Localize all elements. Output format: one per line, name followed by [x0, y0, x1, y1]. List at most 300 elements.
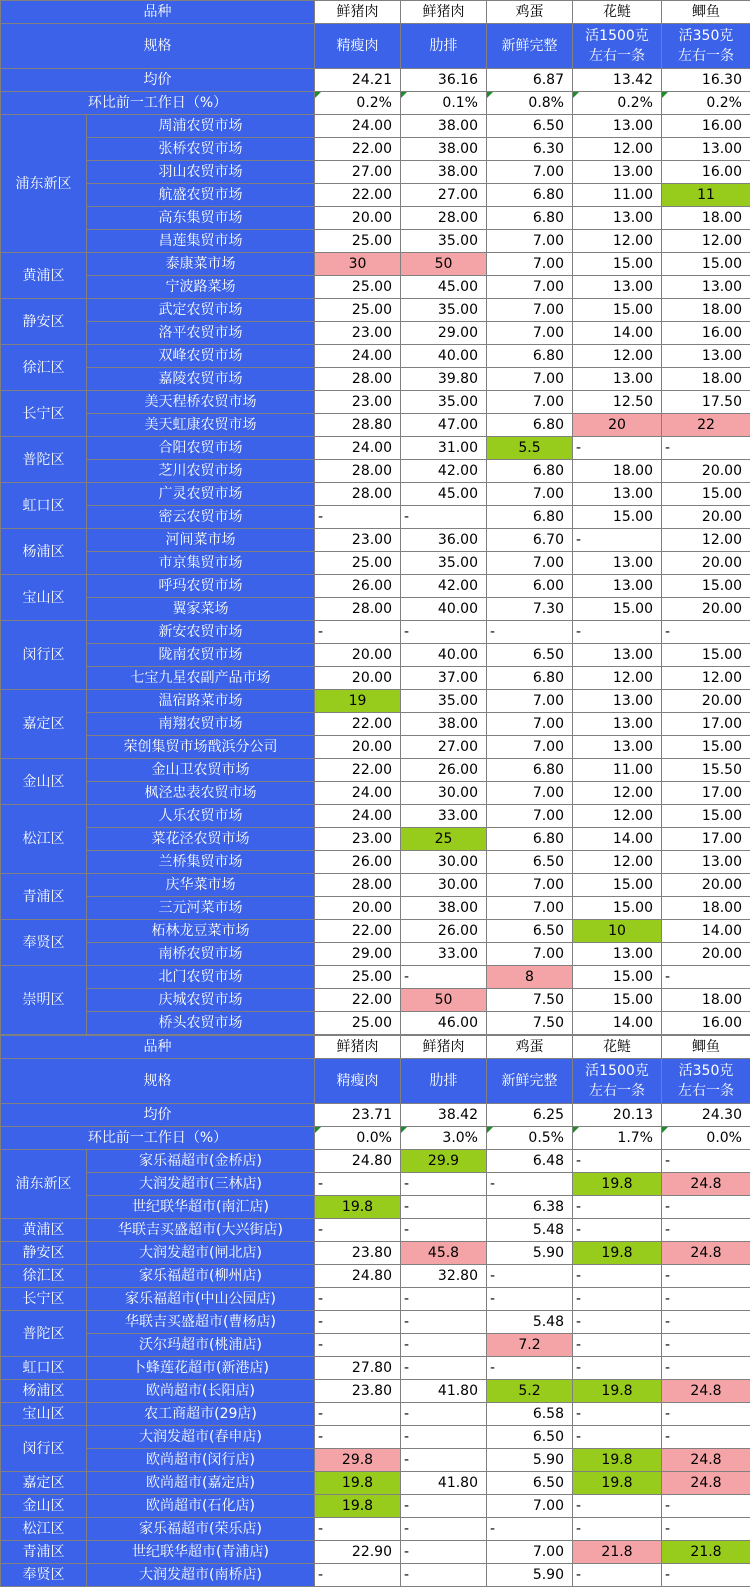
market-row — [1, 1380, 750, 1403]
price-cell: 7.00 — [487, 483, 573, 506]
price-cell: 47.00 — [401, 414, 487, 437]
market-row — [1, 529, 750, 552]
spec-line: 肋排 — [429, 38, 458, 54]
price-cell: 6.80 — [487, 759, 573, 782]
market-name: 张桥农贸市场 — [87, 138, 315, 161]
spec-header-cell — [573, 24, 662, 69]
district-label: 青浦区 — [1, 874, 87, 920]
price-cell: - — [662, 1196, 750, 1219]
spec-header-label: 规格 — [1, 1059, 315, 1104]
market-row — [1, 1541, 750, 1564]
price-cell: 6.50 — [487, 851, 573, 874]
market-row — [1, 1357, 750, 1380]
market-name: 市京集贸市场 — [87, 552, 315, 575]
spec-header-cell — [662, 24, 750, 69]
price-cell: 36.00 — [401, 529, 487, 552]
price-cell: 12.00 — [573, 851, 662, 874]
price-cell: 15.00 — [573, 874, 662, 897]
price-cell: 28.00 — [315, 368, 401, 391]
market-name: 金山卫农贸市场 — [87, 759, 315, 782]
price-cell: 38.00 — [401, 138, 487, 161]
market-name: 洛平农贸市场 — [87, 322, 315, 345]
price-cell: 26.00 — [401, 759, 487, 782]
price-cell: 20.00 — [662, 874, 750, 897]
market-name: 欧尚超市(长阳店) — [87, 1380, 315, 1403]
spec-header-cell — [401, 1059, 487, 1104]
price-cell: - — [573, 1311, 662, 1334]
price-cell: - — [315, 1564, 401, 1587]
change-rate-cell: 3.0% — [401, 1127, 487, 1150]
market-row — [1, 1564, 750, 1587]
price-cell: 7.00 — [487, 391, 573, 414]
market-name: 温宿路菜市场 — [87, 690, 315, 713]
market-row — [1, 1242, 750, 1265]
price-cell: - — [315, 506, 401, 529]
price-cell: 6.50 — [487, 115, 573, 138]
spec-header-cell — [315, 24, 401, 69]
price-cell: 13.00 — [573, 644, 662, 667]
change-rate-cell: 0.0% — [662, 1127, 750, 1150]
market-row — [1, 506, 750, 529]
price-cell: - — [315, 1173, 401, 1196]
market-name: 桥头农贸市场 — [87, 1012, 315, 1035]
price-cell-green: 19.8 — [315, 1472, 401, 1495]
market-row — [1, 161, 750, 184]
price-cell: 31.00 — [401, 437, 487, 460]
market-name: 柘林龙豆菜市场 — [87, 920, 315, 943]
price-cell: 22.00 — [315, 713, 401, 736]
spec-line: 精瘦肉 — [336, 1073, 379, 1089]
price-cell: 27.80 — [315, 1357, 401, 1380]
price-cell: 27.00 — [315, 161, 401, 184]
price-cell: 20.00 — [662, 552, 750, 575]
price-cell: 22.00 — [315, 759, 401, 782]
price-cell: 15.00 — [573, 506, 662, 529]
price-cell: 35.00 — [401, 391, 487, 414]
price-cell: - — [401, 621, 487, 644]
district-label: 松江区 — [1, 1518, 87, 1541]
market-row — [1, 874, 750, 897]
market-row — [1, 184, 750, 207]
change-rate-row — [1, 92, 750, 115]
price-cell: 6.50 — [487, 1426, 573, 1449]
price-cell: 13.00 — [573, 161, 662, 184]
price-cell: 6.70 — [487, 529, 573, 552]
price-cell: 15.00 — [573, 299, 662, 322]
price-cell: - — [315, 1426, 401, 1449]
price-cell: 6.80 — [487, 207, 573, 230]
spec-header-cell — [487, 24, 573, 69]
price-cell: 24.80 — [315, 1150, 401, 1173]
price-cell-red: 29.8 — [315, 1449, 401, 1472]
market-name: 荣创集贸市场戬浜分公司 — [87, 736, 315, 759]
supermarket-price-table — [0, 1035, 750, 1587]
price-cell: 6.80 — [487, 414, 573, 437]
price-cell: 5.48 — [487, 1219, 573, 1242]
price-cell: - — [662, 966, 750, 989]
district-label: 黄浦区 — [1, 253, 87, 299]
price-cell: 6.30 — [487, 138, 573, 161]
price-cell: 42.00 — [401, 575, 487, 598]
price-cell: 11.00 — [573, 759, 662, 782]
price-cell: 15.00 — [662, 644, 750, 667]
price-cell: - — [315, 1334, 401, 1357]
price-cell: 17.50 — [662, 391, 750, 414]
spec-line: 左右一条 — [678, 1083, 734, 1099]
price-cell-red: 50 — [401, 253, 487, 276]
price-cell: - — [401, 1541, 487, 1564]
market-row — [1, 1472, 750, 1495]
price-cell: 33.00 — [401, 805, 487, 828]
price-cell: 14.00 — [573, 828, 662, 851]
price-cell: 13.00 — [573, 575, 662, 598]
market-row — [1, 230, 750, 253]
spec-line: 新鲜完整 — [501, 1073, 558, 1089]
price-cell: - — [573, 1196, 662, 1219]
district-label: 普陀区 — [1, 1311, 87, 1357]
spec-line: 左右一条 — [589, 48, 645, 64]
price-cell-green: 25 — [401, 828, 487, 851]
price-cell: - — [401, 506, 487, 529]
price-cell: 24.00 — [315, 782, 401, 805]
price-cell: 12.00 — [573, 230, 662, 253]
market-name: 农工商超市(29店) — [87, 1403, 315, 1426]
price-cell-green: 10 — [573, 920, 662, 943]
price-cell: 20.00 — [315, 207, 401, 230]
district-label: 金山区 — [1, 1495, 87, 1518]
price-cell: 13.00 — [662, 345, 750, 368]
spec-header-cell — [573, 1059, 662, 1104]
price-cell: 6.58 — [487, 1403, 573, 1426]
market-row — [1, 598, 750, 621]
price-cell: 6.50 — [487, 1472, 573, 1495]
market-name: 双峰农贸市场 — [87, 345, 315, 368]
price-cell: 20.00 — [662, 506, 750, 529]
market-name: 航盛农贸市场 — [87, 184, 315, 207]
price-cell: 12.50 — [573, 391, 662, 414]
market-row — [1, 391, 750, 414]
price-cell: 15.00 — [573, 598, 662, 621]
price-cell: 22.00 — [315, 989, 401, 1012]
price-cell: 7.00 — [487, 782, 573, 805]
header-row-spec — [1, 1059, 750, 1104]
price-cell: - — [487, 1173, 573, 1196]
market-name: 武定农贸市场 — [87, 299, 315, 322]
price-cell: 13.00 — [573, 276, 662, 299]
price-cell: 30.00 — [401, 782, 487, 805]
change-rate-cell: 0.2% — [315, 92, 401, 115]
market-row — [1, 621, 750, 644]
district-label: 奉贤区 — [1, 920, 87, 966]
market-name: 枫泾忠表农贸市场 — [87, 782, 315, 805]
price-cell: 5.90 — [487, 1242, 573, 1265]
price-cell: - — [401, 1403, 487, 1426]
market-row — [1, 414, 750, 437]
market-row — [1, 897, 750, 920]
average-price-cell: 23.71 — [315, 1104, 401, 1127]
price-cell: 16.00 — [662, 322, 750, 345]
price-cell: 6.48 — [487, 1150, 573, 1173]
price-cell: 46.00 — [401, 1012, 487, 1035]
district-label: 杨浦区 — [1, 529, 87, 575]
price-cell: - — [487, 1357, 573, 1380]
spec-line: 肋排 — [429, 1073, 458, 1089]
price-cell: 28.00 — [315, 460, 401, 483]
market-name: 大润发超市(闸北店) — [87, 1242, 315, 1265]
price-cell: 28.00 — [315, 483, 401, 506]
price-cell: - — [573, 1357, 662, 1380]
header-row-category — [1, 1, 750, 24]
district-label: 松江区 — [1, 805, 87, 874]
price-cell-red: 21.8 — [573, 1541, 662, 1564]
price-cell: 20.00 — [662, 690, 750, 713]
market-name: 兰桥集贸市场 — [87, 851, 315, 874]
market-row — [1, 667, 750, 690]
market-row — [1, 1219, 750, 1242]
price-cell: - — [662, 1265, 750, 1288]
price-cell: 24.00 — [315, 437, 401, 460]
market-row — [1, 575, 750, 598]
market-row — [1, 690, 750, 713]
price-cell: 20.00 — [315, 667, 401, 690]
market-name: 新安农贸市场 — [87, 621, 315, 644]
price-cell: - — [573, 437, 662, 460]
price-cell: 42.00 — [401, 460, 487, 483]
price-cell-red: 8 — [487, 966, 573, 989]
market-name: 密云农贸市场 — [87, 506, 315, 529]
market-name: 宁波路菜场 — [87, 276, 315, 299]
price-cell: 28.00 — [401, 207, 487, 230]
price-cell: - — [573, 1334, 662, 1357]
price-cell: - — [401, 1495, 487, 1518]
price-cell: - — [487, 1265, 573, 1288]
price-cell: 25.00 — [315, 299, 401, 322]
price-cell: - — [573, 1403, 662, 1426]
price-cell: 27.00 — [401, 736, 487, 759]
price-cell: 24.00 — [315, 345, 401, 368]
price-cell: 7.00 — [487, 736, 573, 759]
price-cell: 13.00 — [573, 115, 662, 138]
average-price-cell: 13.42 — [573, 69, 662, 92]
price-cell: - — [662, 1311, 750, 1334]
price-cell: 37.00 — [401, 667, 487, 690]
market-row — [1, 989, 750, 1012]
market-row — [1, 368, 750, 391]
price-cell-green: 11 — [662, 184, 750, 207]
market-row — [1, 1426, 750, 1449]
price-cell: - — [662, 1288, 750, 1311]
price-cell: 25.00 — [315, 966, 401, 989]
price-cell: 38.00 — [401, 713, 487, 736]
market-name: 芝川农贸市场 — [87, 460, 315, 483]
market-row — [1, 1449, 750, 1472]
price-cell: 15.00 — [662, 736, 750, 759]
price-cell: 13.00 — [573, 368, 662, 391]
market-name: 泰康菜市场 — [87, 253, 315, 276]
price-cell: 45.00 — [401, 483, 487, 506]
average-price-cell: 20.13 — [573, 1104, 662, 1127]
price-cell-red: 50 — [401, 989, 487, 1012]
price-cell: 6.38 — [487, 1196, 573, 1219]
market-name: 欧尚超市(闵行店) — [87, 1449, 315, 1472]
spec-line: 新鲜完整 — [501, 38, 558, 54]
price-cell: 15.00 — [662, 575, 750, 598]
spec-line: 左右一条 — [678, 48, 734, 64]
market-row — [1, 345, 750, 368]
price-cell: 24.80 — [315, 1265, 401, 1288]
district-label: 闵行区 — [1, 621, 87, 690]
price-cell: 24.00 — [315, 115, 401, 138]
district-label: 青浦区 — [1, 1541, 87, 1564]
price-cell: 13.00 — [573, 690, 662, 713]
price-cell: - — [401, 1219, 487, 1242]
price-cell: 35.00 — [401, 230, 487, 253]
price-cell: 27.00 — [401, 184, 487, 207]
price-cell: - — [401, 1311, 487, 1334]
price-cell: 35.00 — [401, 299, 487, 322]
market-row — [1, 851, 750, 874]
district-label: 嘉定区 — [1, 1472, 87, 1495]
price-cell: - — [315, 1311, 401, 1334]
price-cell: 28.00 — [315, 598, 401, 621]
price-cell: 26.00 — [401, 920, 487, 943]
price-cell: - — [662, 1219, 750, 1242]
average-price-label: 均价 — [1, 1104, 315, 1127]
price-cell: 23.00 — [315, 529, 401, 552]
market-name: 陇南农贸市场 — [87, 644, 315, 667]
price-cell: - — [315, 1288, 401, 1311]
price-cell: 18.00 — [662, 989, 750, 1012]
market-name: 世纪联华超市(南汇店) — [87, 1196, 315, 1219]
price-cell: 20.00 — [662, 460, 750, 483]
average-price-cell: 16.30 — [662, 69, 750, 92]
price-cell: 23.00 — [315, 828, 401, 851]
market-row — [1, 782, 750, 805]
price-cell: 12.00 — [573, 345, 662, 368]
price-cell: 40.00 — [401, 598, 487, 621]
average-price-cell: 6.87 — [487, 69, 573, 92]
market-name: 北门农贸市场 — [87, 966, 315, 989]
district-label: 金山区 — [1, 759, 87, 805]
change-rate-cell: 0.2% — [662, 92, 750, 115]
market-name: 南翔农贸市场 — [87, 713, 315, 736]
market-name: 周浦农贸市场 — [87, 115, 315, 138]
spec-header-cell — [401, 24, 487, 69]
spec-header-label: 规格 — [1, 24, 315, 69]
market-name: 嘉陵农贸市场 — [87, 368, 315, 391]
spec-line: 左右一条 — [589, 1083, 645, 1099]
spec-header-cell — [315, 1059, 401, 1104]
price-cell: - — [401, 1357, 487, 1380]
market-name: 人乐农贸市场 — [87, 805, 315, 828]
price-cell-green: 29.9 — [401, 1150, 487, 1173]
price-cell: 17.00 — [662, 782, 750, 805]
market-row — [1, 1518, 750, 1541]
market-name: 世纪联华超市(青浦店) — [87, 1541, 315, 1564]
market-name: 广灵农贸市场 — [87, 483, 315, 506]
market-name: 合阳农贸市场 — [87, 437, 315, 460]
market-name: 大润发超市(南桥店) — [87, 1564, 315, 1587]
price-cell: 12.00 — [573, 782, 662, 805]
market-row — [1, 1012, 750, 1035]
price-cell: - — [401, 1426, 487, 1449]
market-name: 华联吉买盛超市(曹杨店) — [87, 1311, 315, 1334]
average-price-cell: 24.30 — [662, 1104, 750, 1127]
market-row — [1, 483, 750, 506]
spec-line: 活1500克 — [585, 28, 649, 44]
price-cell: - — [662, 1403, 750, 1426]
price-cell: 12.00 — [662, 230, 750, 253]
change-rate-cell: 1.7% — [573, 1127, 662, 1150]
price-cell: - — [573, 1219, 662, 1242]
price-cell: 6.80 — [487, 345, 573, 368]
price-cell: - — [573, 1426, 662, 1449]
price-cell-red: 30 — [315, 253, 401, 276]
price-cell-red: 7.2 — [487, 1334, 573, 1357]
price-cell: 6.80 — [487, 460, 573, 483]
price-cell: - — [573, 1288, 662, 1311]
price-cell: - — [401, 1196, 487, 1219]
price-cell-green: 5.5 — [487, 437, 573, 460]
district-label: 长宁区 — [1, 391, 87, 437]
district-label: 虹口区 — [1, 483, 87, 529]
spec-line: 活350克 — [678, 28, 734, 44]
price-cell: 23.80 — [315, 1380, 401, 1403]
market-row — [1, 943, 750, 966]
price-cell: 6.80 — [487, 667, 573, 690]
price-cell: - — [487, 1288, 573, 1311]
change-rate-cell: 0.2% — [573, 92, 662, 115]
price-cell: 23.00 — [315, 322, 401, 345]
price-cell: 6.80 — [487, 506, 573, 529]
price-cell: 38.00 — [401, 115, 487, 138]
market-row — [1, 552, 750, 575]
change-rate-cell: 0.1% — [401, 92, 487, 115]
price-cell: 41.80 — [401, 1380, 487, 1403]
district-label: 徐汇区 — [1, 1265, 87, 1288]
price-cell: 41.80 — [401, 1472, 487, 1495]
district-label: 虹口区 — [1, 1357, 87, 1380]
price-cell: 7.00 — [487, 299, 573, 322]
price-cell: 38.00 — [401, 161, 487, 184]
average-price-row — [1, 69, 750, 92]
price-cell: 29.00 — [401, 322, 487, 345]
price-cell: 38.00 — [401, 897, 487, 920]
price-cell: 26.00 — [315, 851, 401, 874]
average-price-cell: 38.42 — [401, 1104, 487, 1127]
price-cell: 12.00 — [662, 529, 750, 552]
change-rate-cell: 0.8% — [487, 92, 573, 115]
price-cell: 30.00 — [401, 874, 487, 897]
district-label: 杨浦区 — [1, 1380, 87, 1403]
price-cell-green: 19.8 — [315, 1196, 401, 1219]
category-header-cell: 鲜猪肉 — [315, 1036, 401, 1059]
price-cell: 12.00 — [573, 805, 662, 828]
price-cell: - — [573, 621, 662, 644]
price-cell: 15.00 — [662, 483, 750, 506]
district-label: 浦东新区 — [1, 115, 87, 253]
district-label: 宝山区 — [1, 1403, 87, 1426]
price-cell: 22.00 — [315, 920, 401, 943]
price-cell: 25.00 — [315, 552, 401, 575]
change-rate-cell: 0.0% — [315, 1127, 401, 1150]
price-cell: 7.00 — [487, 276, 573, 299]
market-name: 七宝九星农副产品市场 — [87, 667, 315, 690]
price-cell: - — [401, 1449, 487, 1472]
market-name: 高东集贸市场 — [87, 207, 315, 230]
price-cell: 13.00 — [573, 552, 662, 575]
price-cell: 17.00 — [662, 713, 750, 736]
